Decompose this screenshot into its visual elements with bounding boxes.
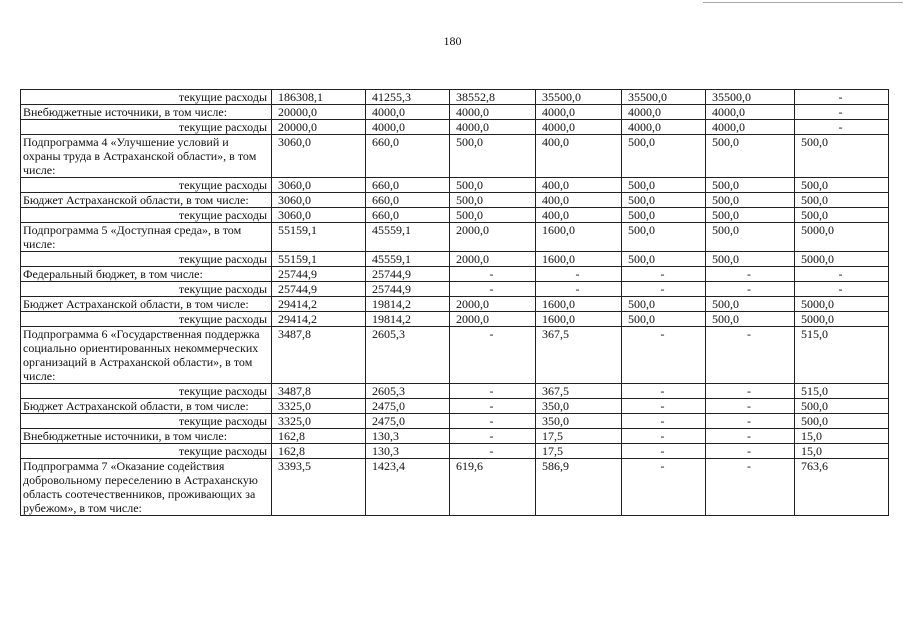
value-cell: 38552,8 <box>450 90 536 105</box>
value-cell: 2000,0 <box>450 223 536 252</box>
value-cell: - <box>706 384 795 399</box>
value-cell: 500,0 <box>450 135 536 178</box>
value-cell: 3060,0 <box>272 135 366 178</box>
value-cell: 500,0 <box>706 178 795 193</box>
value-cell: 3393,5 <box>272 459 366 516</box>
value-cell: - <box>622 282 706 297</box>
value-cell: 500,0 <box>622 252 706 267</box>
value-cell: 25744,9 <box>272 267 366 282</box>
value-cell: - <box>622 444 706 459</box>
row-label-current-expenses: текущие расходы <box>21 444 272 459</box>
value-cell: - <box>795 90 889 105</box>
value-cell: 619,6 <box>450 459 536 516</box>
value-cell: - <box>795 105 889 120</box>
value-cell: 2000,0 <box>450 252 536 267</box>
table-row <box>21 252 889 267</box>
value-cell: 500,0 <box>795 414 889 429</box>
value-cell: 3325,0 <box>272 414 366 429</box>
value-cell: 500,0 <box>706 193 795 208</box>
table-row <box>21 282 889 297</box>
value-cell: 3487,8 <box>272 384 366 399</box>
value-cell: 500,0 <box>622 297 706 312</box>
value-cell: 2475,0 <box>366 399 450 414</box>
value-cell: 55159,1 <box>272 252 366 267</box>
value-cell: 41255,3 <box>366 90 450 105</box>
table-row <box>21 193 889 208</box>
value-cell: 660,0 <box>366 178 450 193</box>
value-cell: - <box>622 384 706 399</box>
page-number: 180 <box>443 34 462 48</box>
value-cell: 186308,1 <box>272 90 366 105</box>
value-cell: 1600,0 <box>536 223 622 252</box>
table-row <box>21 90 889 105</box>
value-cell: 4000,0 <box>366 105 450 120</box>
table-row <box>21 223 889 252</box>
row-label: Бюджет Астраханской области, в том числе: <box>21 399 272 414</box>
value-cell: - <box>795 120 889 135</box>
row-label: Бюджет Астраханской области, в том числе: <box>21 193 272 208</box>
value-cell: 20000,0 <box>272 120 366 135</box>
row-label-current-expenses: текущие расходы <box>21 252 272 267</box>
value-cell: 17,5 <box>536 444 622 459</box>
row-label-current-expenses: текущие расходы <box>21 178 272 193</box>
table-row <box>21 414 889 429</box>
value-cell: 1600,0 <box>536 252 622 267</box>
value-cell: 350,0 <box>536 414 622 429</box>
value-cell: 5000,0 <box>795 223 889 252</box>
value-cell: 5000,0 <box>795 312 889 327</box>
row-label-current-expenses: текущие расходы <box>21 312 272 327</box>
value-cell: - <box>622 327 706 384</box>
value-cell: 15,0 <box>795 444 889 459</box>
value-cell: 2605,3 <box>366 327 450 384</box>
value-cell: 515,0 <box>795 327 889 384</box>
value-cell: 25744,9 <box>272 282 366 297</box>
value-cell: 3060,0 <box>272 208 366 223</box>
row-label: Подпрограмма 6 «Государственная поддержка социально ориентированных некоммерческих организаций в Астраханской области», в том числе: <box>21 327 272 384</box>
value-cell: 29414,2 <box>272 312 366 327</box>
table-row <box>21 105 889 120</box>
value-cell: - <box>622 267 706 282</box>
value-cell: - <box>706 459 795 516</box>
value-cell: 500,0 <box>795 193 889 208</box>
row-label-current-expenses: текущие расходы <box>21 414 272 429</box>
value-cell: 500,0 <box>450 208 536 223</box>
value-cell: 500,0 <box>450 178 536 193</box>
table-row <box>21 312 889 327</box>
value-cell: 400,0 <box>536 178 622 193</box>
value-cell: - <box>706 282 795 297</box>
top-rule <box>703 2 903 3</box>
value-cell: 4000,0 <box>366 120 450 135</box>
value-cell: - <box>795 267 889 282</box>
value-cell: 162,8 <box>272 429 366 444</box>
value-cell: - <box>622 429 706 444</box>
value-cell: 350,0 <box>536 399 622 414</box>
value-cell: - <box>622 399 706 414</box>
value-cell: 500,0 <box>622 223 706 252</box>
table-row <box>21 429 889 444</box>
value-cell: 367,5 <box>536 384 622 399</box>
value-cell: - <box>622 459 706 516</box>
value-cell: 500,0 <box>622 208 706 223</box>
value-cell: 35500,0 <box>706 90 795 105</box>
value-cell: - <box>450 429 536 444</box>
value-cell: 500,0 <box>706 135 795 178</box>
row-label-current-expenses: текущие расходы <box>21 120 272 135</box>
value-cell: 29414,2 <box>272 297 366 312</box>
value-cell: 500,0 <box>795 178 889 193</box>
row-label: Внебюджетные источники, в том числе: <box>21 429 272 444</box>
value-cell: - <box>450 444 536 459</box>
value-cell: 19814,2 <box>366 312 450 327</box>
value-cell: 500,0 <box>795 399 889 414</box>
value-cell: 400,0 <box>536 193 622 208</box>
value-cell: 130,3 <box>366 444 450 459</box>
value-cell: 4000,0 <box>706 105 795 120</box>
value-cell: 17,5 <box>536 429 622 444</box>
value-cell: - <box>706 429 795 444</box>
table-row <box>21 208 889 223</box>
table-row <box>21 327 889 384</box>
value-cell: 35500,0 <box>622 90 706 105</box>
value-cell: 660,0 <box>366 193 450 208</box>
value-cell: 4000,0 <box>536 105 622 120</box>
row-label: Подпрограмма 4 «Улучшение условий и охраны труда в Астраханской области», в том числе: <box>21 135 272 178</box>
value-cell: 500,0 <box>622 312 706 327</box>
row-label-current-expenses: текущие расходы <box>21 384 272 399</box>
table-row <box>21 459 889 516</box>
value-cell: 3487,8 <box>272 327 366 384</box>
value-cell: 2000,0 <box>450 297 536 312</box>
table-row <box>21 120 889 135</box>
value-cell: 4000,0 <box>450 105 536 120</box>
value-cell: 19814,2 <box>366 297 450 312</box>
value-cell: - <box>450 384 536 399</box>
value-cell: - <box>706 414 795 429</box>
table-row <box>21 135 889 178</box>
value-cell: 500,0 <box>706 252 795 267</box>
value-cell: 4000,0 <box>622 105 706 120</box>
value-cell: 5000,0 <box>795 297 889 312</box>
value-cell: 45559,1 <box>366 252 450 267</box>
value-cell: 15,0 <box>795 429 889 444</box>
value-cell: 55159,1 <box>272 223 366 252</box>
value-cell: 500,0 <box>706 312 795 327</box>
budget-table <box>20 89 889 516</box>
row-label: Бюджет Астраханской области, в том числе: <box>21 297 272 312</box>
value-cell: 586,9 <box>536 459 622 516</box>
value-cell: - <box>706 399 795 414</box>
table-row <box>21 399 889 414</box>
value-cell: 500,0 <box>706 297 795 312</box>
value-cell: 500,0 <box>450 193 536 208</box>
table-row <box>21 267 889 282</box>
row-label-current-expenses: текущие расходы <box>21 90 272 105</box>
value-cell: 500,0 <box>795 135 889 178</box>
value-cell: 1423,4 <box>366 459 450 516</box>
table-row <box>21 384 889 399</box>
value-cell: 3060,0 <box>272 178 366 193</box>
value-cell: 162,8 <box>272 444 366 459</box>
value-cell: 2000,0 <box>450 312 536 327</box>
value-cell: 25744,9 <box>366 282 450 297</box>
row-label: Внебюджетные источники, в том числе: <box>21 105 272 120</box>
row-label: Подпрограмма 5 «Доступная среда», в том числе: <box>21 223 272 252</box>
value-cell: 1600,0 <box>536 312 622 327</box>
value-cell: - <box>450 414 536 429</box>
table-row <box>21 444 889 459</box>
value-cell: 1600,0 <box>536 297 622 312</box>
value-cell: 2475,0 <box>366 414 450 429</box>
row-label: Подпрограмма 7 «Оказание содействия добровольному переселению в Астраханскую область соотечественников, проживающих за рубежом», в том числе: <box>21 459 272 516</box>
value-cell: - <box>450 267 536 282</box>
value-cell: 4000,0 <box>706 120 795 135</box>
value-cell: 5000,0 <box>795 252 889 267</box>
value-cell: - <box>706 444 795 459</box>
value-cell: 660,0 <box>366 208 450 223</box>
value-cell: 763,6 <box>795 459 889 516</box>
value-cell: 4000,0 <box>536 120 622 135</box>
table-row <box>21 178 889 193</box>
value-cell: 367,5 <box>536 327 622 384</box>
value-cell: - <box>706 267 795 282</box>
value-cell: - <box>795 282 889 297</box>
value-cell: - <box>450 327 536 384</box>
value-cell: 4000,0 <box>450 120 536 135</box>
value-cell: 500,0 <box>706 223 795 252</box>
table-row <box>21 297 889 312</box>
value-cell: 20000,0 <box>272 105 366 120</box>
value-cell: 400,0 <box>536 135 622 178</box>
value-cell: 500,0 <box>622 178 706 193</box>
value-cell: 4000,0 <box>622 120 706 135</box>
row-label: Федеральный бюджет, в том числе: <box>21 267 272 282</box>
value-cell: - <box>706 327 795 384</box>
value-cell: - <box>450 399 536 414</box>
value-cell: 500,0 <box>795 208 889 223</box>
value-cell: 3060,0 <box>272 193 366 208</box>
value-cell: - <box>450 282 536 297</box>
value-cell: 400,0 <box>536 208 622 223</box>
value-cell: 515,0 <box>795 384 889 399</box>
value-cell: 35500,0 <box>536 90 622 105</box>
value-cell: 500,0 <box>622 193 706 208</box>
value-cell: 500,0 <box>622 135 706 178</box>
value-cell: 25744,9 <box>366 267 450 282</box>
row-label-current-expenses: текущие расходы <box>21 282 272 297</box>
value-cell: - <box>536 267 622 282</box>
value-cell: 660,0 <box>366 135 450 178</box>
value-cell: - <box>536 282 622 297</box>
value-cell: 3325,0 <box>272 399 366 414</box>
row-label-current-expenses: текущие расходы <box>21 208 272 223</box>
value-cell: 2605,3 <box>366 384 450 399</box>
value-cell: 45559,1 <box>366 223 450 252</box>
value-cell: 130,3 <box>366 429 450 444</box>
value-cell: 500,0 <box>706 208 795 223</box>
value-cell: - <box>622 414 706 429</box>
